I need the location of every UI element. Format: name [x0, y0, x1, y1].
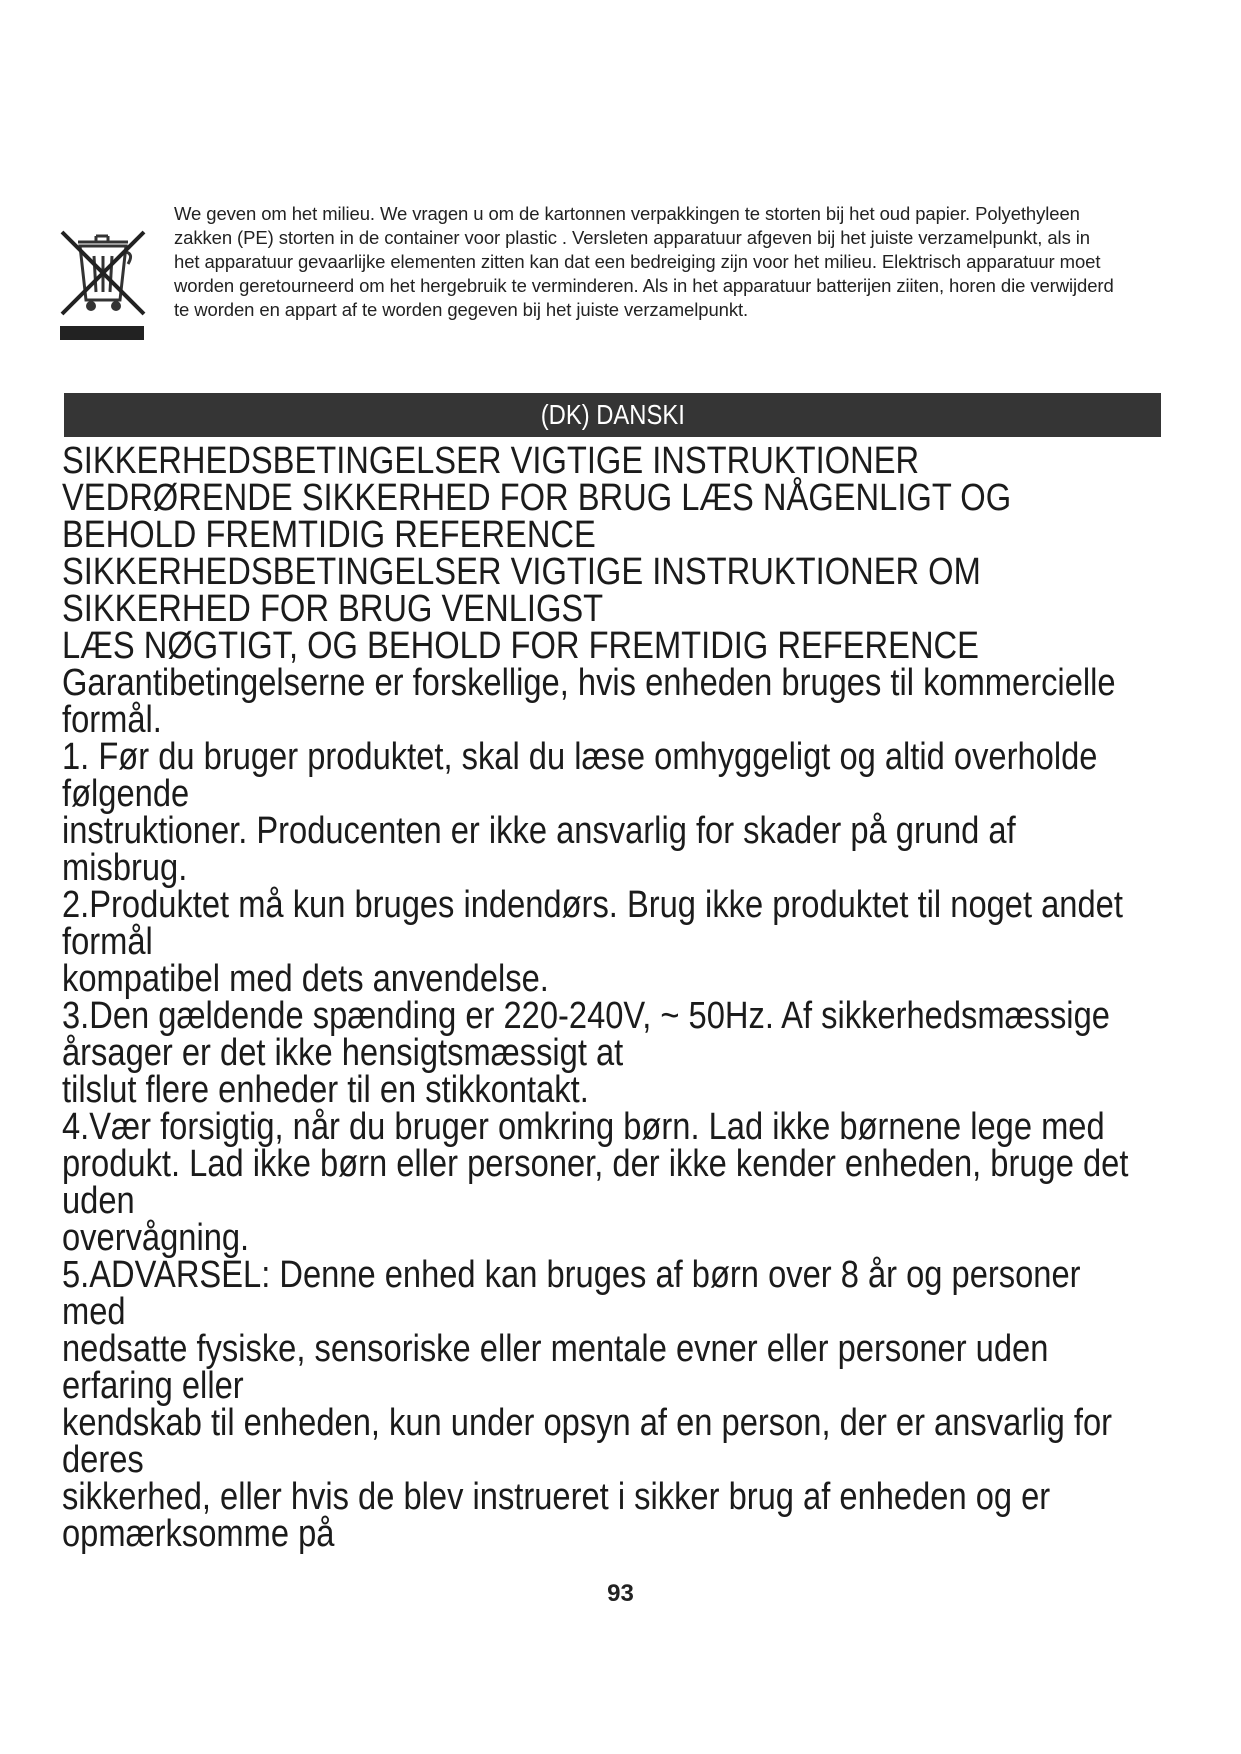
- safety-instructions: [62, 440, 1129, 1555]
- text-line: med: [62, 1291, 126, 1333]
- disposal-notice-line: zakken (PE) storten in de container voor plastic . Versleten apparatuur afgeven bij het juiste verzamelpunkt, als in: [174, 227, 1090, 248]
- text-line: formål.: [62, 699, 162, 741]
- text-line: kendskab til enheden, kun under opsyn af en person, der er ansvarlig for: [62, 1402, 1113, 1444]
- text-line: 5.ADVARSEL: Denne enhed kan bruges af børn over 8 år og personer: [62, 1254, 1081, 1296]
- text-line: misbrug.: [62, 847, 188, 889]
- text-line: 3.Den gældende spænding er 220-240V, ~ 50Hz. Af sikkerhedsmæssige: [62, 995, 1110, 1037]
- text-line: VEDRØRENDE SIKKERHED FOR BRUG LÆS NÅGENLIGT OG: [62, 477, 1012, 519]
- text-line: kompatibel med dets anvendelse.: [62, 958, 549, 1000]
- text-line: LÆS NØGTIGT, OG BEHOLD FOR FREMTIDIG REFERENCE: [62, 625, 979, 667]
- text-line: uden: [62, 1180, 135, 1222]
- text-line: erfaring eller: [62, 1365, 244, 1407]
- text-line: 4.Vær forsigtig, når du bruger omkring børn. Lad ikke børnene lege med: [62, 1106, 1105, 1148]
- text-line: Garantibetingelserne er forskellige, hvis enheden bruges til kommercielle: [62, 662, 1116, 704]
- text-line: SIKKERHEDSBETINGELSER VIGTIGE INSTRUKTIONER: [62, 440, 920, 482]
- text-line: tilslut flere enheder til en stikkontakt.: [62, 1069, 589, 1111]
- text-line: 2.Produktet må kun bruges indendørs. Brug ikke produktet til noget andet: [62, 884, 1123, 926]
- text-line: følgende: [62, 773, 190, 815]
- language-header-bar: [64, 393, 1161, 437]
- text-line: SIKKERHEDSBETINGELSER VIGTIGE INSTRUKTIONER OM: [62, 551, 981, 593]
- text-line: formål: [62, 921, 153, 963]
- disposal-notice-line: het apparatuur gevaarlijke elementen zitten kan dat een bedreiging zijn voor het milieu. Elektrisch apparatuur moet: [174, 251, 1101, 272]
- text-line: 1. Før du bruger produktet, skal du læse omhyggeligt og altid overholde: [62, 736, 1098, 778]
- text-line: produkt. Lad ikke børn eller personer, der ikke kender enheden, bruge det: [62, 1143, 1129, 1185]
- text-line: deres: [62, 1439, 144, 1481]
- text-line: nedsatte fysiske, sensoriske eller mentale evner eller personer uden: [62, 1328, 1049, 1370]
- disposal-notice-line: worden geretourneerd om het hergebruik te verminderen. Als in het apparatuur batterijen ziiten, horen die verwijderd: [174, 275, 1114, 296]
- text-line: BEHOLD FREMTIDIG REFERENCE: [62, 514, 596, 556]
- page-number: 93: [607, 1580, 634, 1607]
- language-header: (DK) DANSKI: [540, 399, 685, 430]
- disposal-notice-line: We geven om het milieu. We vragen u om de kartonnen verpakkingen te storten bij het oud papier. Polyethyleen: [174, 203, 1080, 224]
- text-line: årsager er det ikke hensigtsmæssigt at: [62, 1032, 624, 1074]
- text-line: overvågning.: [62, 1217, 250, 1259]
- crossed-out-wheelie-bin-icon: [58, 230, 146, 346]
- disposal-notice: [174, 202, 1194, 322]
- text-line: SIKKERHED FOR BRUG VENLIGST: [62, 588, 604, 630]
- text-line: opmærksomme på: [62, 1513, 335, 1555]
- text-line: sikkerhed, eller hvis de blev instrueret i sikker brug af enheden og er: [62, 1476, 1051, 1518]
- disposal-notice-line: te worden en appart af te worden gegeven bij het juiste verzamelpunkt.: [174, 299, 749, 320]
- text-line: instruktioner. Producenten er ikke ansvarlig for skader på grund af: [62, 810, 1016, 852]
